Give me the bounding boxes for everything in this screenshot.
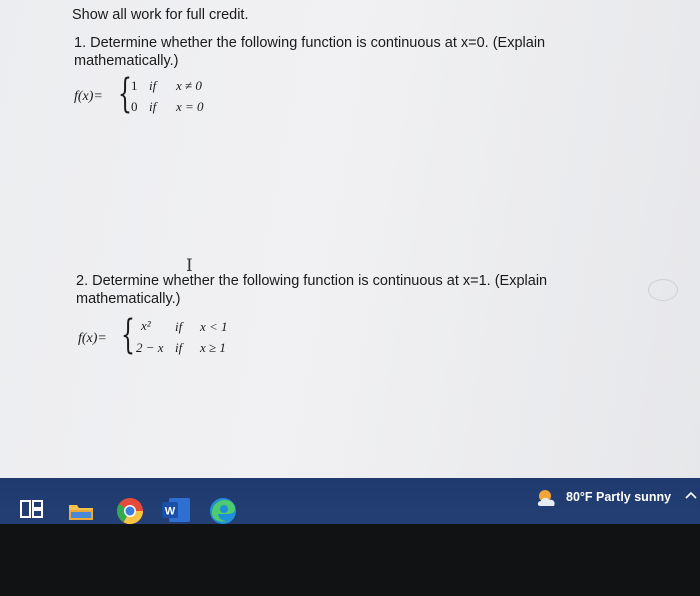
q2-function-lhs: f(x)=: [78, 331, 107, 346]
q1-case-2-value: 0: [131, 99, 138, 114]
q2-brace: {: [121, 312, 135, 358]
task-view-icon[interactable]: [20, 498, 44, 525]
q2-case-1-condition: x < 1: [200, 319, 228, 334]
q1-case-1-if: if: [149, 78, 157, 93]
q1-function-lhs: f(x)=: [74, 89, 103, 104]
screen-glare: [648, 279, 678, 301]
q2-prompt-line1: 2. Determine whether the following function is continuous at x=1. (Explain: [76, 273, 548, 289]
q1-prompt-line2: mathematically.): [74, 53, 179, 69]
q2-case-2-value: 2 − x: [136, 340, 164, 355]
q1-case-1-value: 1: [131, 78, 138, 93]
q1-case-2-if: if: [149, 99, 157, 114]
q2-case-2-if: if: [175, 340, 183, 355]
q2-case-1-value: x²: [141, 318, 151, 333]
partly-sunny-icon[interactable]: [534, 486, 562, 515]
q1-brace: {: [118, 71, 132, 117]
q2-prompt-line2: mathematically.): [76, 291, 181, 307]
q2-case-1-if: if: [175, 319, 183, 334]
q1-case-1-condition: x ≠ 0: [176, 78, 202, 93]
q1-prompt-line1: 1. Determine whether the following function is continuous at x=0. (Explain: [74, 35, 546, 51]
weather-label[interactable]: 80°F Partly sunny: [566, 490, 672, 504]
text-cursor-icon: I: [186, 256, 193, 276]
monitor-bezel: [0, 524, 700, 596]
word-icon-letter: W: [164, 505, 176, 518]
chevron-up-icon[interactable]: [684, 488, 698, 506]
instruction-text: Show all work for full credit.: [72, 7, 249, 23]
file-explorer-icon[interactable]: [68, 500, 94, 527]
q1-case-2-condition: x = 0: [176, 99, 204, 114]
q2-case-2-condition: x ≥ 1: [200, 340, 226, 355]
